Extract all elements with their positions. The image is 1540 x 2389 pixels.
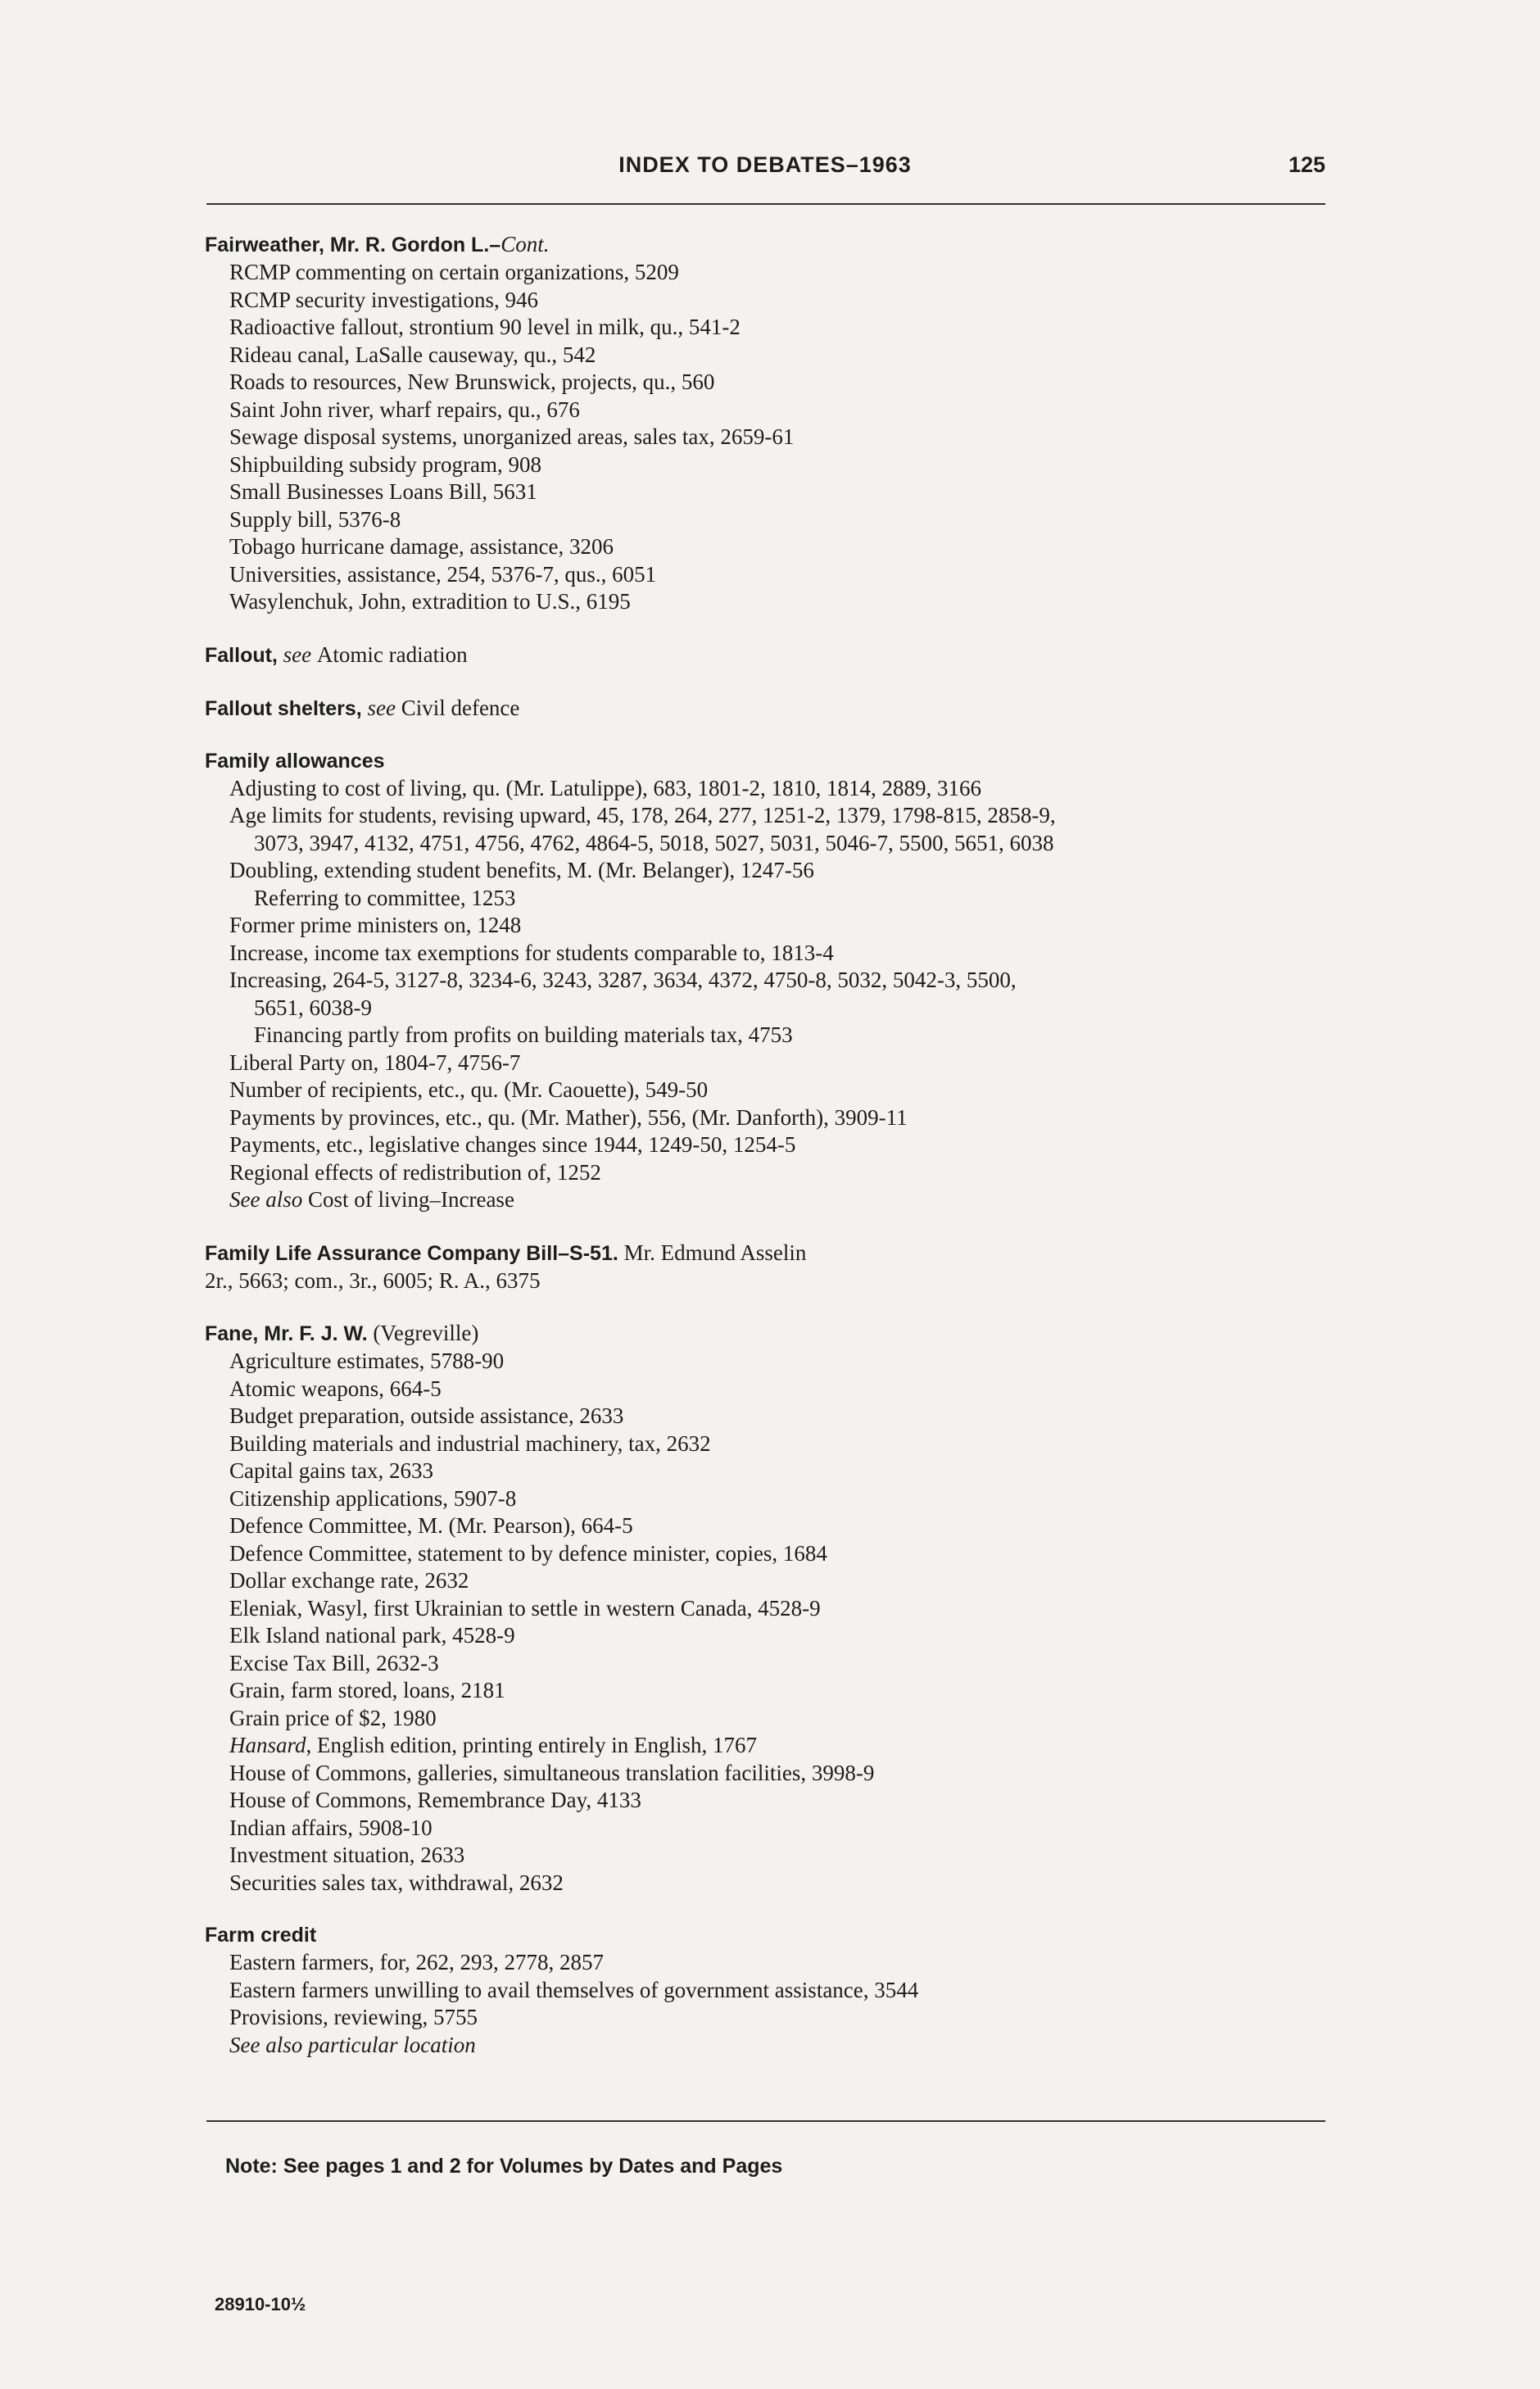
entry-heading-text: Family Life Assurance Company Bill–S-51. bbox=[205, 1241, 618, 1265]
subentry-text: Atomic weapons, 664-5 bbox=[229, 1376, 442, 1401]
subentry-italic: Hansard bbox=[229, 1733, 306, 1757]
subentry-text: Defence Committee, statement to by defence minister, copies, 1684 bbox=[229, 1540, 827, 1566]
entry-heading bbox=[205, 1320, 1335, 1348]
subentry-line bbox=[205, 1650, 1335, 1678]
subentry-line bbox=[205, 1787, 1335, 1815]
page-number: 125 bbox=[1288, 152, 1325, 177]
subentry-line bbox=[205, 259, 1335, 287]
subentry-line bbox=[205, 1430, 1335, 1458]
subentry-line bbox=[205, 506, 1335, 534]
subentry-line bbox=[205, 1677, 1335, 1705]
sub-subentry-line bbox=[205, 830, 1335, 858]
subentry-text: Rideau canal, LaSalle causeway, qu., 542 bbox=[229, 342, 596, 367]
volumes-note: Note: See pages 1 and 2 for Volumes by Dates and Pages bbox=[225, 2155, 783, 2178]
subentry-line bbox=[205, 1457, 1335, 1485]
subentry-line bbox=[205, 1159, 1335, 1187]
page-title: INDEX TO DEBATES–1963 bbox=[618, 152, 912, 177]
index-entry bbox=[205, 1240, 1335, 1295]
subentry-text: Saint John river, wharf repairs, qu., 676 bbox=[229, 397, 580, 422]
subentry-line bbox=[205, 857, 1335, 885]
index-entry bbox=[205, 641, 1335, 669]
subentry-text: Building materials and industrial machinery, tax, 2632 bbox=[229, 1430, 711, 1456]
subentry-line bbox=[205, 912, 1335, 940]
entry-heading bbox=[205, 1922, 1335, 1949]
entry-heading-text: Fairweather, Mr. R. Gordon L.– bbox=[205, 233, 501, 256]
subentry-line bbox=[205, 940, 1335, 968]
subentry-line bbox=[205, 1870, 1335, 1897]
subentry-text: Number of recipients, etc., qu. (Mr. Caouette), 549-50 bbox=[229, 1077, 709, 1102]
subentry-text: 5651, 6038-9 bbox=[254, 995, 372, 1020]
subentry-text: Former prime ministers on, 1248 bbox=[229, 913, 522, 937]
subentry-line bbox=[205, 1540, 1335, 1568]
sub-subentry-line bbox=[205, 1022, 1335, 1049]
sub-subentry-line bbox=[205, 885, 1335, 913]
subentry-text: Radioactive fallout, strontium 90 level in milk, qu., 541-2 bbox=[229, 315, 741, 339]
subentry-line bbox=[205, 775, 1335, 803]
entry-heading-text: Fallout, bbox=[205, 643, 278, 667]
subentry-text: Eleniak, Wasyl, first Ukrainian to settle in western Canada, 4528-9 bbox=[229, 1595, 821, 1621]
index-entries bbox=[205, 231, 1335, 2059]
subentry-line bbox=[205, 1977, 1335, 2005]
subentry-text: RCMP commenting on certain organizations, 5209 bbox=[229, 260, 679, 284]
subentry-text: Small Businesses Loans Bill, 5631 bbox=[229, 479, 537, 504]
subentry-line bbox=[205, 342, 1335, 369]
subentry-text: Referring to committee, 1253 bbox=[254, 885, 516, 910]
subentry-line bbox=[205, 451, 1335, 479]
entry-heading-text: Fallout shelters, bbox=[205, 696, 362, 720]
subentry-text: Cost of living–Increase bbox=[302, 1187, 514, 1212]
subentry-line bbox=[205, 1131, 1335, 1159]
subentry-text: Elk Island national park, 4528-9 bbox=[229, 1623, 515, 1648]
subentry-line bbox=[205, 802, 1335, 830]
subentry-line bbox=[205, 1104, 1335, 1132]
subentry-text: Agriculture estimates, 5788-90 bbox=[229, 1349, 505, 1373]
entry-heading-reference: Atomic radiation bbox=[316, 641, 468, 667]
subentry-text: Excise Tax Bill, 2632-3 bbox=[229, 1650, 439, 1675]
entry-heading-text: Fane, Mr. F. J. W. bbox=[205, 1322, 368, 1345]
subentry-text: Liberal Party on, 1804-7, 4756-7 bbox=[229, 1049, 521, 1075]
subentry-text: Doubling, extending student benefits, M. (Mr. Belanger), 1247-56 bbox=[229, 858, 814, 882]
subentry-text: Payments, etc., legislative changes since 1944, 1249-50, 1254-5 bbox=[229, 1132, 796, 1157]
entry-heading bbox=[205, 1240, 1335, 1267]
subentry-text: , English edition, printing entirely in English, 1767 bbox=[306, 1733, 757, 1757]
subentry-line bbox=[205, 1622, 1335, 1650]
subentry-line bbox=[205, 1567, 1335, 1595]
subentry-line bbox=[205, 478, 1335, 506]
subentry-line bbox=[205, 2004, 1335, 2032]
subentry-line bbox=[205, 397, 1335, 424]
entry-heading-italic: Cont. bbox=[500, 232, 550, 256]
print-code: 28910-10½ bbox=[215, 2294, 306, 2314]
subentry-text: RCMP security investigations, 946 bbox=[229, 287, 538, 312]
subentry-line bbox=[205, 1815, 1335, 1843]
subentry-text: Payments by provinces, etc., qu. (Mr. Mather), 556, (Mr. Danforth), 3909-11 bbox=[229, 1104, 908, 1130]
subentry-text: Securities sales tax, withdrawal, 2632 bbox=[229, 1870, 564, 1895]
subentry-line bbox=[205, 1376, 1335, 1403]
subentry-text: Eastern farmers unwilling to avail themselves of government assistance, 3544 bbox=[229, 1977, 919, 2002]
subentry-text: Adjusting to cost of living, qu. (Mr. Latulippe), 683, 1801-2, 1810, 1814, 2889, 3166 bbox=[229, 775, 981, 800]
subentry-line bbox=[205, 588, 1335, 616]
subentry-line bbox=[205, 1403, 1335, 1430]
subentry-text: Capital gains tax, 2633 bbox=[229, 1458, 433, 1483]
subentry-line bbox=[205, 1049, 1335, 1077]
subentry-line bbox=[205, 1512, 1335, 1540]
entry-heading bbox=[205, 748, 1335, 775]
index-entry bbox=[205, 695, 1335, 723]
header-rule bbox=[206, 203, 1325, 205]
subentry-line bbox=[205, 1186, 1335, 1214]
subentry-text: Wasylenchuk, John, extradition to U.S., 6195 bbox=[229, 589, 631, 614]
subentry-text: Investment situation, 2633 bbox=[229, 1843, 465, 1867]
subentry-text: Supply bill, 5376-8 bbox=[229, 506, 401, 532]
subentry-text: Grain, farm stored, loans, 2181 bbox=[229, 1678, 505, 1702]
subentry-line bbox=[205, 1732, 1335, 1760]
entry-heading bbox=[205, 231, 1335, 259]
subentry-text: Budget preparation, outside assistance, 2633 bbox=[229, 1403, 624, 1428]
index-entry bbox=[205, 748, 1335, 1214]
subentry-italic: See also bbox=[229, 1187, 303, 1212]
subentry-text: Regional effects of redistribution of, 1252 bbox=[229, 1159, 601, 1185]
subentry-text: Defence Committee, M. (Mr. Pearson), 664-5 bbox=[229, 1513, 633, 1538]
subentry-line bbox=[205, 287, 1335, 315]
subentry-text: House of Commons, galleries, simultaneous translation facilities, 3998-9 bbox=[229, 1760, 875, 1785]
subentry-text: Sewage disposal systems, unorganized areas, sales tax, 2659-61 bbox=[229, 424, 795, 449]
entry-heading bbox=[205, 641, 1335, 669]
subentry-text: Increase, income tax exemptions for students comparable to, 1813-4 bbox=[229, 940, 834, 965]
index-entry bbox=[205, 231, 1335, 616]
entry-heading bbox=[205, 695, 1335, 723]
subentry-line bbox=[205, 1760, 1335, 1788]
subentry-text: Indian affairs, 5908-10 bbox=[229, 1815, 433, 1840]
subentry-text: Grain price of $2, 1980 bbox=[229, 1705, 437, 1730]
subentry-line bbox=[205, 1705, 1335, 1733]
subentry-text: Citizenship applications, 5907-8 bbox=[229, 1485, 517, 1511]
subentry-text: 3073, 3947, 4132, 4751, 4756, 4762, 4864-5, 5018, 5027, 5031, 5046-7, 5500, 5651, 6038 bbox=[254, 830, 1054, 855]
subentry-line bbox=[205, 1267, 1335, 1295]
subentry-text: Dollar exchange rate, 2632 bbox=[229, 1568, 469, 1593]
subentry-text: Financing partly from profits on building materials tax, 4753 bbox=[254, 1022, 793, 1047]
index-entry bbox=[205, 1922, 1335, 2059]
subentry-text: 2r., 5663; com., 3r., 6005; R. A., 6375 bbox=[205, 1267, 541, 1293]
entry-heading-italic: see bbox=[361, 695, 401, 720]
subentry-line bbox=[205, 1485, 1335, 1513]
subentry-line bbox=[205, 533, 1335, 561]
subentry-text: Universities, assistance, 254, 5376-7, qus., 6051 bbox=[229, 561, 657, 587]
subentry-text: Shipbuilding subsidy program, 908 bbox=[229, 451, 542, 477]
subentry-line bbox=[205, 1842, 1335, 1870]
subentry-line bbox=[205, 1949, 1335, 1977]
subentry-line bbox=[205, 1077, 1335, 1104]
entry-heading-reference: Mr. Edmund Asselin bbox=[618, 1240, 807, 1265]
subentry-line bbox=[205, 967, 1335, 995]
subentry-text: House of Commons, Remembrance Day, 4133 bbox=[229, 1788, 641, 1812]
subentry-text: Age limits for students, revising upward, 45, 178, 264, 277, 1251-2, 1379, 1798-815, 2858-9, bbox=[229, 803, 1056, 827]
subentry-line bbox=[205, 314, 1335, 342]
subentry-text: Tobago hurricane damage, assistance, 3206 bbox=[229, 534, 614, 559]
entry-heading-text: Family allowances bbox=[205, 749, 385, 773]
subentry-line bbox=[205, 369, 1335, 397]
subentry-text: Roads to resources, New Brunswick, projects, qu., 560 bbox=[229, 369, 715, 394]
subentry-line bbox=[205, 1348, 1335, 1376]
index-entry bbox=[205, 1320, 1335, 1897]
entry-heading-italic: see bbox=[277, 641, 317, 667]
subentry-text: Provisions, reviewing, 5755 bbox=[229, 2005, 478, 2029]
subentry-text: Increasing, 264-5, 3127-8, 3234-6, 3243, 3287, 3634, 4372, 4750-8, 5032, 5042-3, 5500, bbox=[229, 968, 1017, 992]
subentry-line bbox=[205, 2032, 1335, 2060]
entry-heading-text: Farm credit bbox=[205, 1924, 317, 1947]
footer-rule bbox=[206, 2120, 1325, 2122]
entry-heading-reference: (Vegreville) bbox=[367, 1321, 479, 1345]
subentry-text: Eastern farmers, for, 262, 293, 2778, 2857 bbox=[229, 1950, 605, 1974]
subentry-line bbox=[205, 561, 1335, 589]
sub-subentry-line bbox=[205, 995, 1335, 1022]
page-header bbox=[205, 152, 1325, 188]
subentry-italic: See also particular location bbox=[229, 2032, 476, 2057]
entry-heading-reference: Civil defence bbox=[401, 695, 520, 720]
subentry-line bbox=[205, 1595, 1335, 1623]
subentry-line bbox=[205, 424, 1335, 451]
